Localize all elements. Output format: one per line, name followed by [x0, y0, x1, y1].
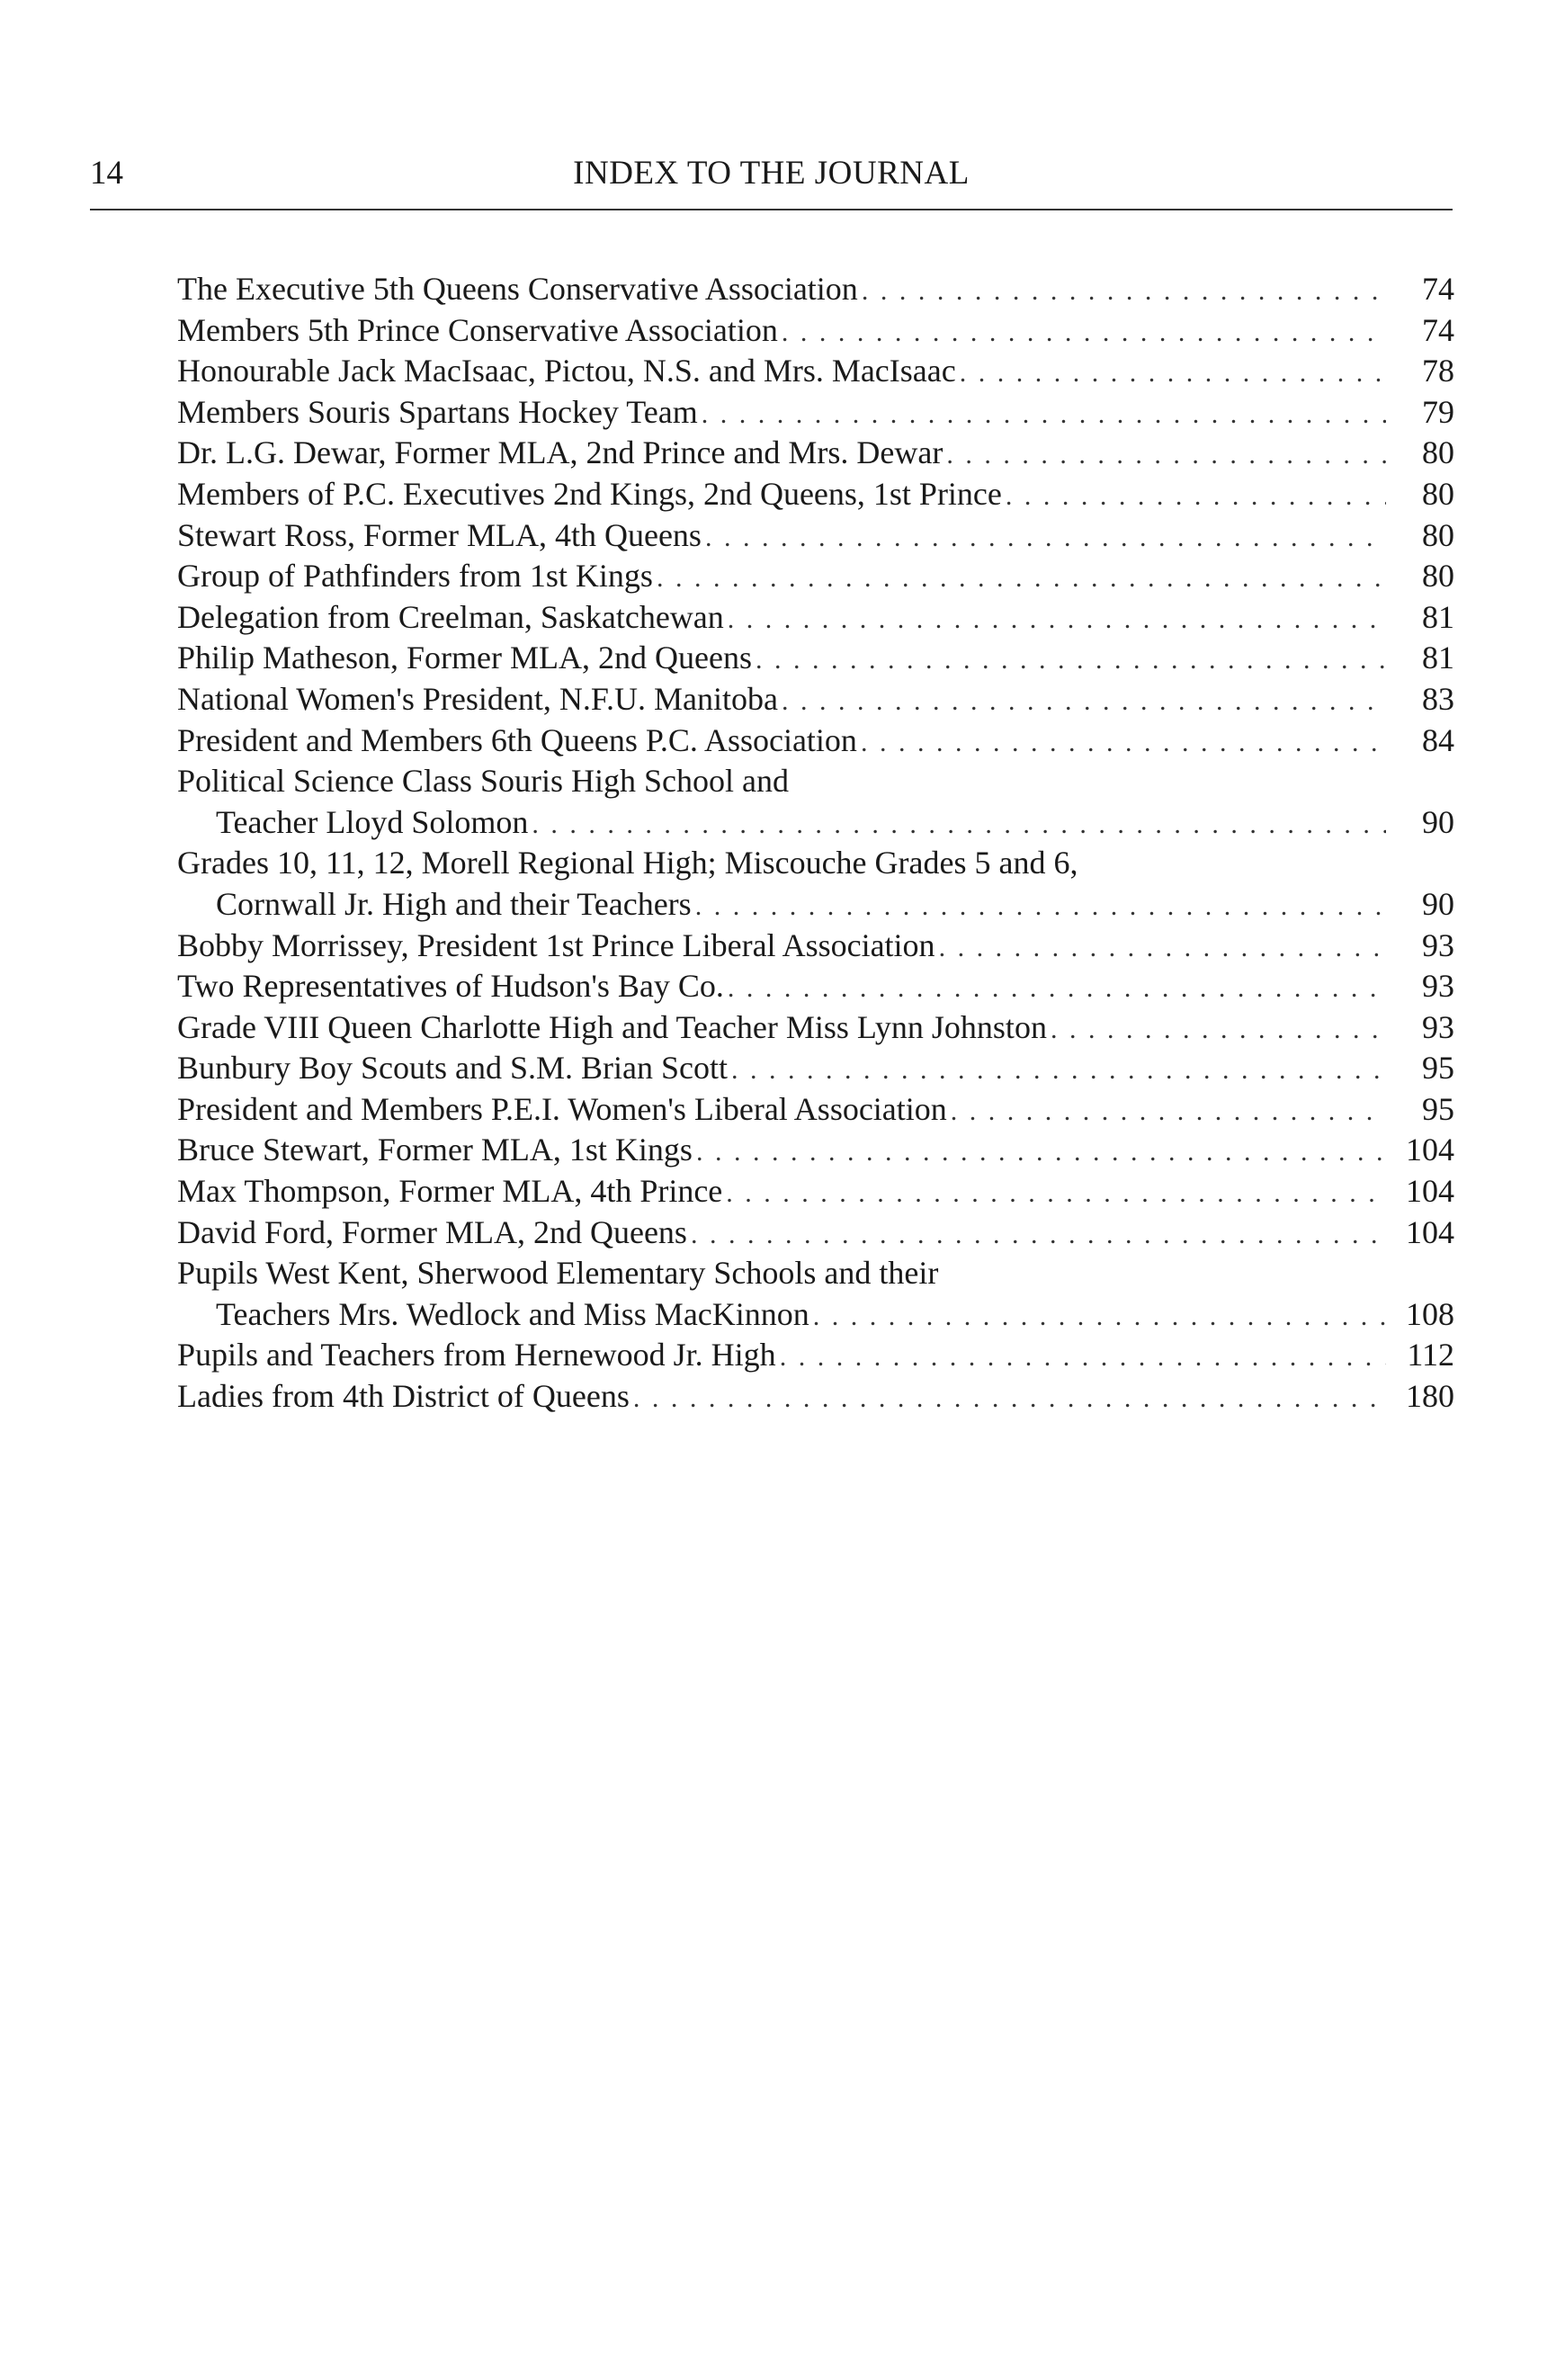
entry-text: Bunbury Boy Scouts and S.M. Brian Scott — [177, 1050, 729, 1087]
entry-text: Max Thompson, Former MLA, 4th Prince — [177, 1173, 723, 1210]
index-entry — [177, 1376, 1454, 1418]
entry-text: Cornwall Jr. High and their Teachers — [216, 885, 692, 922]
index-entry — [177, 310, 1454, 352]
entry-page-number: 104 — [1406, 1173, 1454, 1210]
entry-text: Two Representatives of Hudson's Bay Co. — [177, 968, 724, 1005]
entry-line — [177, 310, 1454, 352]
dot-leader — [960, 353, 1386, 394]
entry-line — [177, 597, 1454, 639]
entry-text: Bruce Stewart, Former MLA, 1st Kings — [177, 1132, 693, 1168]
dot-leader — [691, 1214, 1386, 1256]
entry-page-number: 95 — [1422, 1050, 1454, 1087]
entry-line-continued — [177, 884, 1454, 926]
entry-page-number: 81 — [1422, 640, 1454, 676]
entry-line — [177, 351, 1454, 392]
dot-leader — [782, 312, 1386, 353]
dot-leader — [532, 804, 1386, 846]
index-entry — [177, 1171, 1454, 1212]
dot-leader — [728, 599, 1386, 640]
entry-page-number: 80 — [1422, 475, 1454, 512]
index-list — [177, 269, 1454, 1418]
entry-line — [177, 269, 1454, 310]
entry-page-number: 79 — [1422, 393, 1454, 430]
dot-leader — [726, 1173, 1386, 1214]
entry-page-number: 80 — [1422, 434, 1454, 471]
index-entry — [177, 392, 1454, 434]
index-entry — [177, 515, 1454, 557]
dot-leader — [756, 640, 1386, 681]
index-entry — [177, 269, 1454, 310]
entry-text: Members 5th Prince Conservative Association — [177, 311, 778, 348]
entry-line — [177, 1130, 1454, 1171]
entry-page-number: 83 — [1422, 680, 1454, 717]
dot-leader — [939, 927, 1386, 969]
entry-line — [177, 474, 1454, 515]
dot-leader — [813, 1296, 1386, 1338]
entry-text: Teacher Lloyd Solomon — [216, 803, 529, 840]
entry-line — [177, 1048, 1454, 1089]
dot-leader — [695, 886, 1386, 927]
dot-leader — [731, 1050, 1386, 1091]
entry-line — [177, 761, 1454, 802]
entry-page-number: 90 — [1422, 885, 1454, 922]
entry-text: The Executive 5th Queens Conservative Association — [177, 271, 858, 307]
entry-text: Bobby Morrissey, President 1st Prince Liberal Association — [177, 926, 935, 963]
index-entry — [177, 720, 1454, 762]
entry-page-number: 93 — [1422, 968, 1454, 1005]
entry-line-continued — [177, 802, 1454, 844]
entry-line — [177, 1212, 1454, 1254]
dot-leader — [1006, 476, 1386, 517]
entry-text: Ladies from 4th District of Queens — [177, 1378, 630, 1415]
entry-line — [177, 1171, 1454, 1212]
index-entry — [177, 1253, 1454, 1335]
entry-text: Philip Matheson, Former MLA, 2nd Queens — [177, 640, 752, 676]
entry-text: David Ford, Former MLA, 2nd Queens — [177, 1213, 687, 1250]
dot-leader — [696, 1132, 1386, 1173]
header-rule — [90, 209, 1453, 210]
index-entry — [177, 1212, 1454, 1254]
page-number: 14 — [90, 155, 123, 192]
index-entry — [177, 843, 1454, 925]
entry-text: Grades 10, 11, 12, Morell Regional High; Miscouche Grades 5 and 6, — [177, 845, 1078, 881]
entry-text: Teachers Mrs. Wedlock and Miss MacKinnon — [216, 1295, 809, 1332]
entry-text: Group of Pathfinders from 1st Kings — [177, 558, 653, 595]
entry-line — [177, 1253, 1454, 1294]
dot-leader — [702, 394, 1386, 435]
entry-line — [177, 1007, 1454, 1049]
index-entry — [177, 966, 1454, 1007]
running-title: INDEX TO THE JOURNAL — [573, 155, 970, 192]
entry-page-number: 80 — [1422, 558, 1454, 595]
page-header — [90, 151, 1453, 196]
dot-leader — [951, 1091, 1386, 1132]
entry-text: Dr. L.G. Dewar, Former MLA, 2nd Prince and Mrs. Dewar — [177, 434, 943, 471]
entry-page-number: 93 — [1422, 926, 1454, 963]
entry-page-number: 90 — [1422, 803, 1454, 840]
index-entry — [177, 926, 1454, 967]
index-entry — [177, 597, 1454, 639]
dot-leader — [780, 1337, 1386, 1378]
entry-line — [177, 720, 1454, 762]
entry-line — [177, 392, 1454, 434]
entry-text: Political Science Class Souris High School and — [177, 763, 789, 800]
index-entry — [177, 474, 1454, 515]
entry-line — [177, 433, 1454, 474]
entry-line — [177, 556, 1454, 597]
entry-text: Pupils and Teachers from Hernewood Jr. High — [177, 1337, 776, 1373]
entry-page-number: 80 — [1422, 516, 1454, 553]
entry-line — [177, 679, 1454, 720]
entry-page-number: 112 — [1407, 1337, 1454, 1373]
entry-page-number: 108 — [1406, 1295, 1454, 1332]
entry-page-number: 180 — [1406, 1378, 1454, 1415]
dot-leader — [1051, 1009, 1386, 1051]
entry-page-number: 93 — [1422, 1008, 1454, 1045]
dot-leader — [633, 1378, 1386, 1419]
index-entry — [177, 1335, 1454, 1376]
index-entry — [177, 556, 1454, 597]
index-entry — [177, 679, 1454, 720]
index-entry — [177, 351, 1454, 392]
entry-line — [177, 638, 1454, 679]
entry-page-number: 81 — [1422, 598, 1454, 635]
index-entry — [177, 1089, 1454, 1131]
entry-page-number: 84 — [1422, 721, 1454, 758]
entry-line — [177, 1376, 1454, 1418]
entry-text: President and Members P.E.I. Women's Liberal Association — [177, 1090, 947, 1127]
entry-text: Members of P.C. Executives 2nd Kings, 2nd Queens, 1st Prince — [177, 475, 1002, 512]
index-entry — [177, 1048, 1454, 1089]
entry-page-number: 104 — [1406, 1213, 1454, 1250]
dot-leader — [657, 558, 1386, 599]
index-entry — [177, 1130, 1454, 1171]
entry-text: Pupils West Kent, Sherwood Elementary Schools and their — [177, 1255, 939, 1292]
entry-line — [177, 966, 1454, 1007]
entry-page-number: 74 — [1422, 271, 1454, 307]
entry-text: National Women's President, N.F.U. Manitoba — [177, 680, 778, 717]
entry-page-number: 78 — [1422, 353, 1454, 389]
index-entry — [177, 433, 1454, 474]
entry-text: Stewart Ross, Former MLA, 4th Queens — [177, 516, 702, 553]
entry-line-continued — [177, 1294, 1454, 1336]
entry-page-number: 104 — [1406, 1132, 1454, 1168]
dot-leader — [946, 434, 1386, 476]
entry-page-number: 74 — [1422, 311, 1454, 348]
index-entry — [177, 761, 1454, 843]
entry-text: Delegation from Creelman, Saskatchewan — [177, 598, 724, 635]
entry-text: Grade VIII Queen Charlotte High and Teacher Miss Lynn Johnston — [177, 1008, 1047, 1045]
entry-line — [177, 515, 1454, 557]
entry-line — [177, 1335, 1454, 1376]
dot-leader — [705, 517, 1386, 559]
index-entry — [177, 638, 1454, 679]
index-entry — [177, 1007, 1454, 1049]
entry-text: Members Souris Spartans Hockey Team — [177, 393, 698, 430]
dot-leader — [728, 968, 1386, 1009]
dot-leader — [782, 681, 1386, 722]
dot-leader — [862, 271, 1386, 312]
entry-line — [177, 926, 1454, 967]
entry-line — [177, 1089, 1454, 1131]
entry-line — [177, 843, 1454, 884]
entry-page-number: 95 — [1422, 1090, 1454, 1127]
entry-text: Honourable Jack MacIsaac, Pictou, N.S. and Mrs. MacIsaac — [177, 353, 956, 389]
entry-text: President and Members 6th Queens P.C. Association — [177, 721, 857, 758]
dot-leader — [861, 722, 1386, 764]
